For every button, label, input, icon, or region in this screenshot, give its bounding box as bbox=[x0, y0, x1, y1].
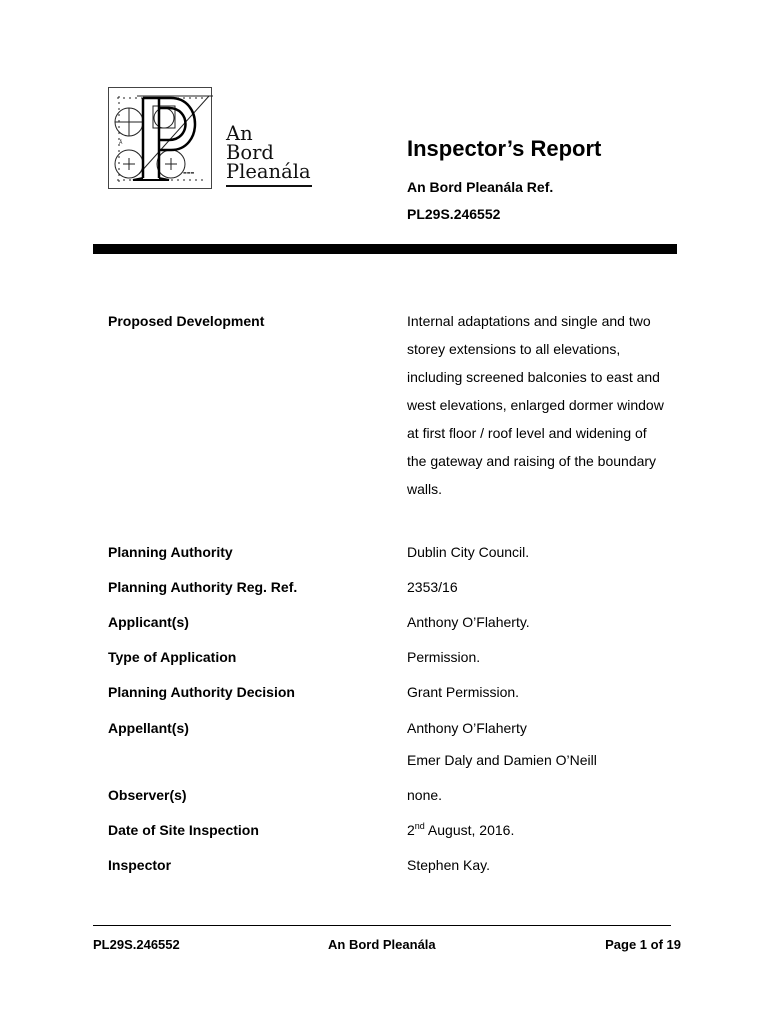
value-proposed-development: Internal adaptations and single and two storey extensions to all elevations, including screened balconies to east and west elevations, enlarged dormer window at first floor / roof level and widening of the gateway and raising of the boundary walls. bbox=[407, 313, 664, 497]
an-bord-pleanala-logo bbox=[108, 87, 318, 191]
label-site-inspection: Date of Site Inspection bbox=[108, 822, 259, 838]
svg-text:Å: Å bbox=[119, 140, 123, 146]
footer-reference: PL29S.246552 bbox=[93, 937, 180, 952]
label-appellants: Appellant(s) bbox=[108, 720, 189, 736]
logo-word-bord: Bord bbox=[226, 141, 274, 164]
logo-word-an: An bbox=[226, 122, 253, 145]
header-divider-bar bbox=[93, 244, 677, 254]
value-type-of-application: Permission. bbox=[407, 649, 481, 665]
label-type-of-application: Type of Application bbox=[108, 649, 237, 665]
appellant-item: Anthony O’Flaherty bbox=[407, 720, 527, 736]
label-applicants: Applicant(s) bbox=[108, 614, 189, 630]
value-planning-authority: Dublin City Council. bbox=[407, 544, 530, 560]
value-reg-ref: 2353/16 bbox=[407, 579, 458, 595]
appellant-item: Emer Daly and Damien O’Neill bbox=[407, 752, 597, 768]
value-inspector: Stephen Kay. bbox=[407, 857, 491, 873]
logo-wordmark bbox=[226, 124, 311, 181]
logo-underline bbox=[226, 185, 312, 187]
footer-page-number: Page 1 of 19 bbox=[605, 937, 681, 952]
value-decision: Grant Permission. bbox=[407, 684, 520, 700]
footer-organisation: An Bord Pleanála bbox=[328, 937, 436, 952]
footer-divider bbox=[93, 925, 671, 926]
ref-label: An Bord Pleanála Ref. bbox=[407, 179, 554, 195]
label-decision: Planning Authority Decision bbox=[108, 684, 295, 700]
label-proposed-development: Proposed Development bbox=[108, 313, 265, 329]
label-reg-ref: Planning Authority Reg. Ref. bbox=[108, 579, 298, 595]
value-site-inspection bbox=[407, 816, 665, 844]
svg-text:▬▬▬: ▬▬▬ bbox=[183, 170, 195, 175]
label-observers: Observer(s) bbox=[108, 787, 187, 803]
logo-emblem bbox=[108, 87, 212, 189]
inspection-month-year: August, 2016. bbox=[424, 822, 515, 838]
label-planning-authority: Planning Authority bbox=[108, 544, 233, 560]
inspection-day-suffix: nd bbox=[414, 821, 425, 831]
value-applicants: Anthony O’Flaherty. bbox=[407, 614, 530, 630]
label-inspector: Inspector bbox=[108, 857, 172, 873]
logo-word-pleanala: Pleanála bbox=[226, 160, 311, 183]
value-appellants bbox=[407, 714, 665, 774]
logo-p-emblem-icon bbox=[109, 88, 213, 190]
report-title: Inspector’s Report bbox=[407, 136, 602, 161]
ref-number: PL29S.246552 bbox=[407, 206, 501, 222]
inspection-day: 2 bbox=[407, 822, 415, 838]
value-observers: none. bbox=[407, 787, 443, 803]
